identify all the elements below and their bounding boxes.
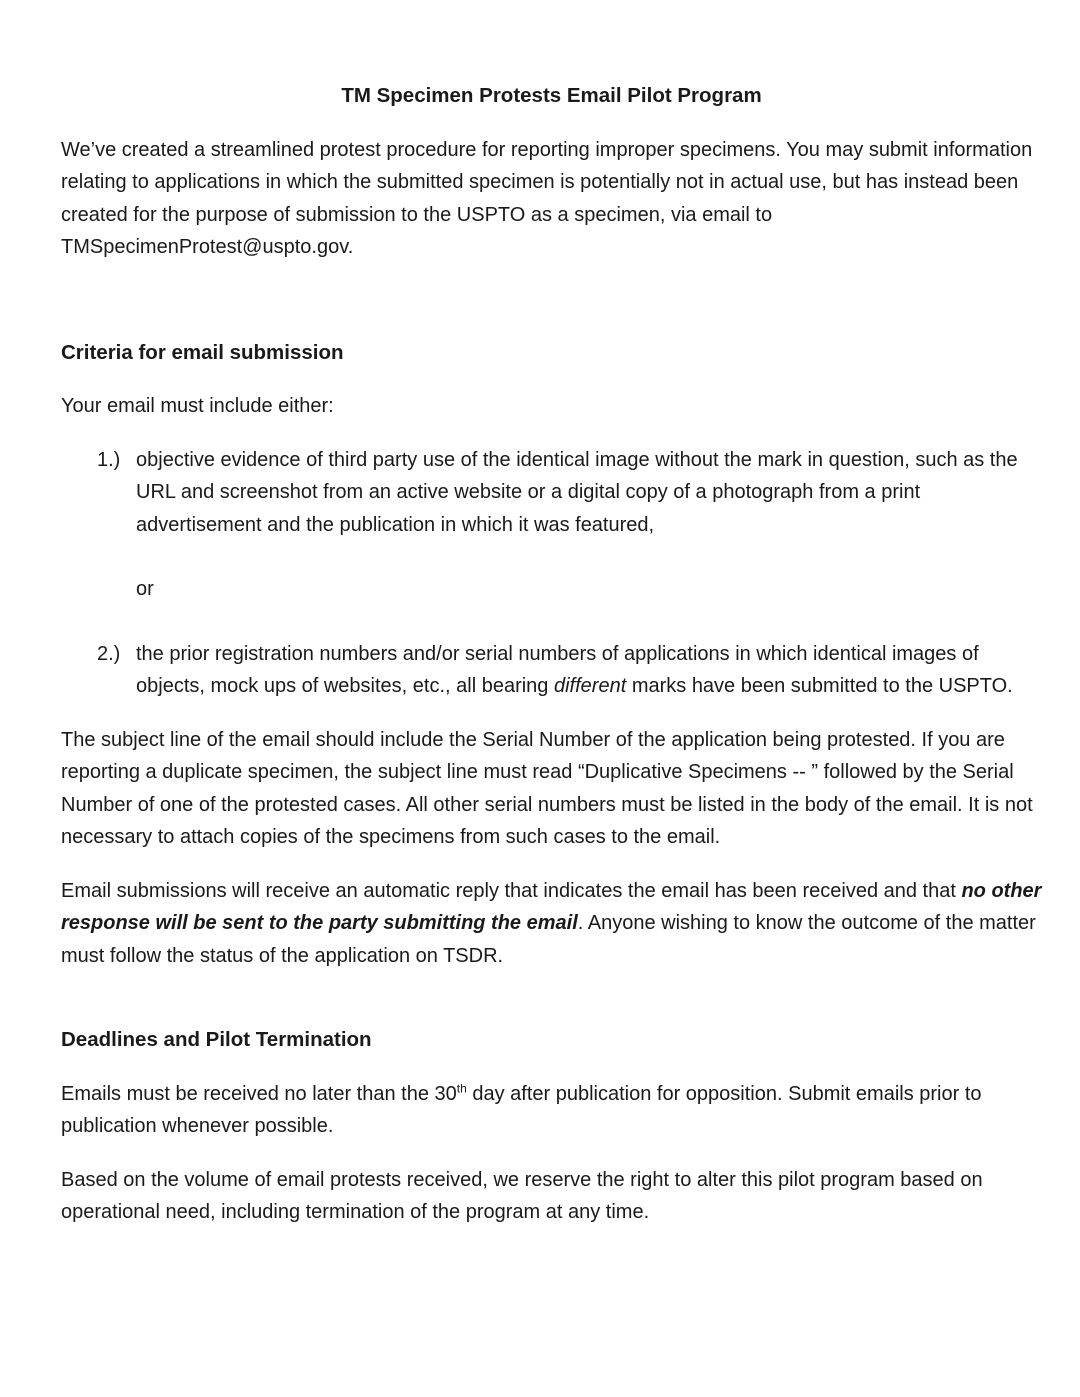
criteria-or: or: [136, 578, 154, 600]
intro-paragraph: [61, 134, 1042, 264]
criteria-item-text: objective evidence of third party use of the identical image without the mark in question, such as the URL and screenshot from an active website or a digital copy of a photograph from a print advertisement and the publication in which it was featured,: [136, 448, 1018, 536]
deadline-text-after: day after publication for opposition. Submit emails prior to publication whenever possible.: [61, 1082, 982, 1137]
criteria-item-text-after: marks have been submitted to the USPTO.: [631, 675, 1013, 697]
criteria-item-text-before: the prior registration numbers and/or serial numbers of applications in which identical images of objects, mock ups of websites, etc., all bearing: [136, 642, 979, 697]
criteria-list-2: [61, 638, 1042, 703]
criteria-intro: Your email must include either:: [61, 395, 334, 417]
auto-reply-paragraph: [61, 875, 1042, 973]
criteria-item-2: [61, 638, 1042, 703]
deadline-superscript: th: [456, 1080, 467, 1095]
criteria-heading: Criteria for email submission: [61, 340, 344, 364]
criteria-item-emphasis: different: [553, 675, 627, 697]
termination-paragraph: Based on the volume of email protests received, we reserve the right to alter this pilot program based on operational need, including termination of the program at any time.: [61, 1168, 983, 1223]
criteria-list: [61, 444, 1042, 542]
subject-line-paragraph: The subject line of the email should include the Serial Number of the application being protested. If you are reporting a duplicate specimen, the subject line must read “Duplicative Specimens -- ” followed by the Serial Number of one of the protested cases. All other serial numbers must be listed in the body of the email. It is not necessary to attach copies of the specimens from such cases to the email.: [61, 728, 1033, 848]
intro-text: We’ve created a streamlined protest procedure for reporting improper specimens. You may submit information relating to applications in which the submitted specimen is potentially not in actual use, but has instead been created for the purpose of submission to the USPTO as a specimen, via email to: [61, 138, 1033, 226]
criteria-item-1: [61, 444, 1042, 542]
deadlines-heading: Deadlines and Pilot Termination: [61, 1028, 372, 1051]
auto-reply-text-before: Email submissions will receive an automatic reply that indicates the email has been received and that: [61, 879, 956, 902]
criteria-item-number: 1.): [97, 448, 121, 471]
criteria-item-number: 2.): [97, 642, 121, 665]
protest-email-address: TMSpecimenProtest@uspto.gov.: [61, 236, 354, 258]
auto-reply-text-after: . Anyone wishing to know the outcome of the matter must follow the status of the application on TSDR.: [61, 912, 1036, 967]
document-title: TM Specimen Protests Email Pilot Program: [341, 84, 762, 107]
deadline-paragraph: [61, 1078, 1042, 1143]
auto-reply-bold-italic: no other response will be sent to the party submitting the email: [61, 879, 1042, 934]
deadline-text-before: Emails must be received no later than the 30: [61, 1082, 457, 1105]
